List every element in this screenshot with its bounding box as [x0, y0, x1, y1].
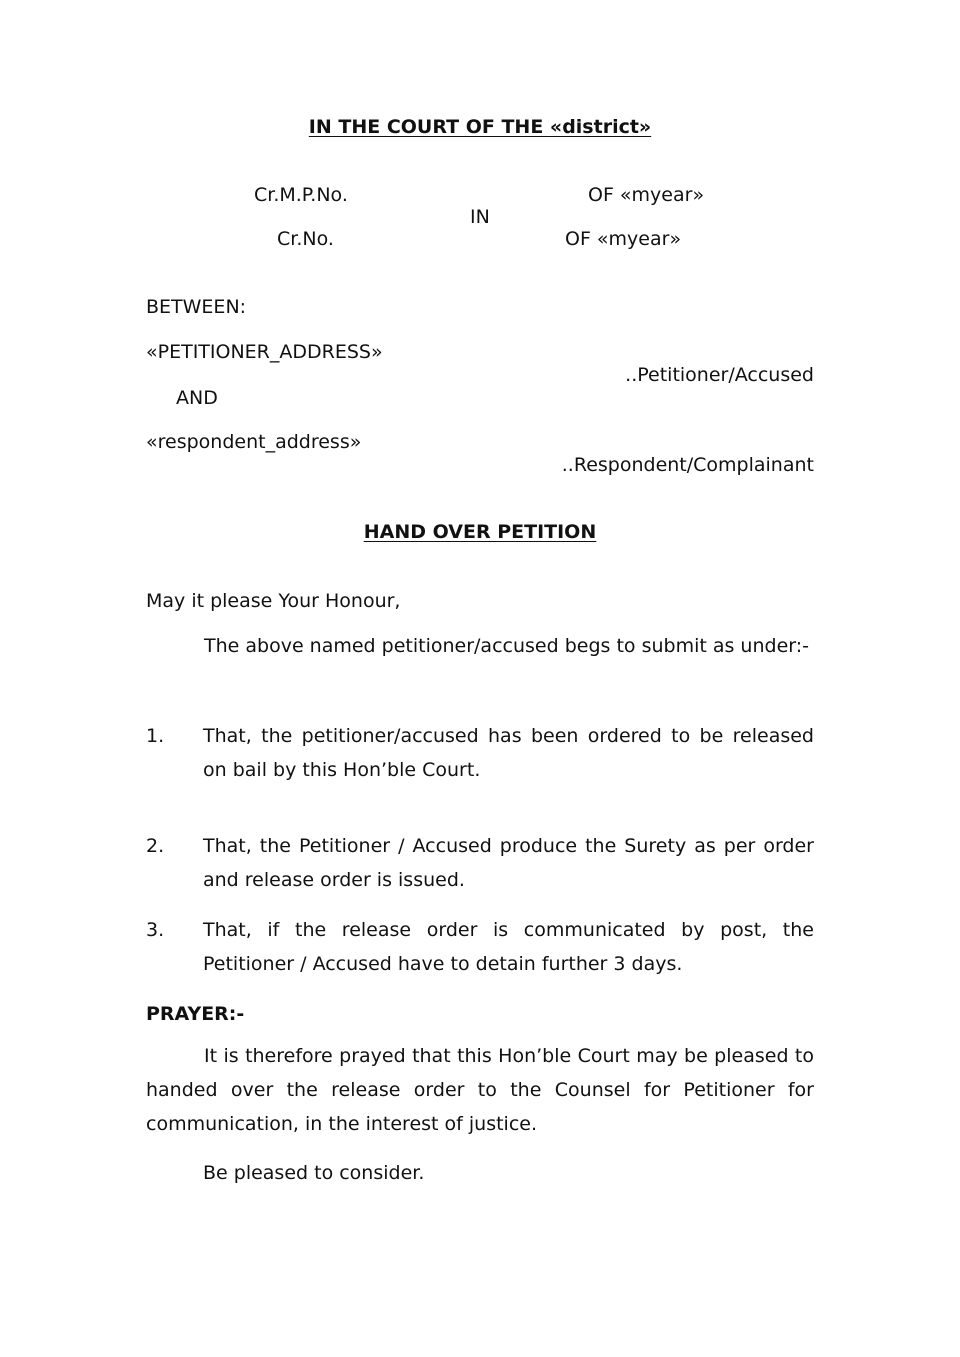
intro-paragraph: The above named petitioner/accused begs to submit as under:-: [204, 635, 809, 657]
list-item-text: That, the petitioner/accused has been ordered to be released on bail by this Hon’ble Court.: [203, 725, 814, 781]
in-label: IN: [470, 206, 490, 228]
between-label: BETWEEN:: [146, 296, 247, 318]
list-item-number: 2.: [146, 835, 165, 857]
petition-heading: HAND OVER PETITION: [363, 521, 597, 543]
petitioner-role: ..Petitioner/Accused: [625, 364, 814, 386]
list-item-text: That, if the release order is communicated by post, the Petitioner / Accused have to detain further 3 days.: [203, 919, 814, 975]
prayer-paragraph: It is therefore prayed that this Hon’ble Court may be pleased to handed over the release order to the Counsel for Petitioner for communication, in the interest of justice.: [146, 1045, 814, 1135]
list-item-text: That, the Petitioner / Accused produce the Surety as per order and release order is issued.: [203, 835, 814, 891]
list-item-number: 3.: [146, 919, 165, 941]
prayer-heading: PRAYER:-: [146, 1003, 245, 1025]
crmp-year: OF «myear»: [588, 184, 705, 206]
petitioner-address: «PETITIONER_ADDRESS»: [146, 341, 383, 363]
crmp-number-label: Cr.M.P.No.: [254, 184, 348, 206]
respondent-address: «respondent_address»: [146, 431, 362, 453]
cr-number-label: Cr.No.: [277, 228, 334, 250]
and-label: AND: [176, 387, 218, 409]
salutation: May it please Your Honour,: [146, 590, 401, 612]
cr-year: OF «myear»: [565, 228, 682, 250]
court-title: IN THE COURT OF THE «district»: [308, 116, 652, 138]
respondent-role: ..Respondent/Complainant: [561, 454, 814, 476]
list-item-number: 1.: [146, 725, 165, 747]
closing-line: Be pleased to consider.: [203, 1162, 425, 1184]
